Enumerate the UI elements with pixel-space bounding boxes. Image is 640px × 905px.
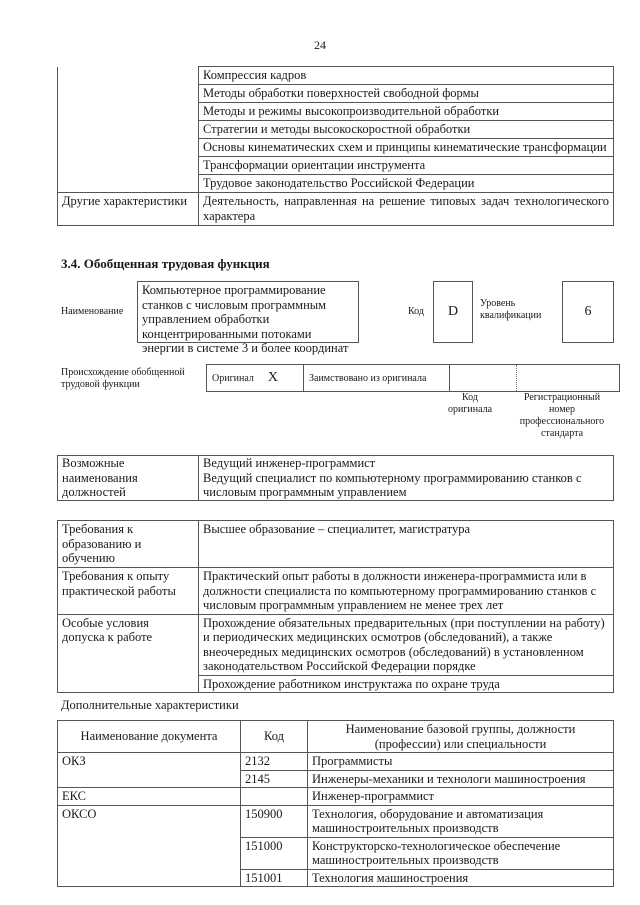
other-characteristics-value: Деятельность, направленная на решение типовых задач технологического характера <box>199 193 614 226</box>
name-value-box: Компьютерное программирование станков с числовым программным управлением обработки концентрированными потоками энергии в системе 3 и более координат <box>137 281 359 343</box>
column-header-name: Наименование базовой группы, должности (профессии) или специальности <box>308 721 614 753</box>
code-cell: 150900 <box>241 805 308 837</box>
education-value: Высшее образование – специалитет, магистратура <box>199 521 614 568</box>
code-cell: 151000 <box>241 837 308 869</box>
special-conditions-value: Прохождение обязательных предварительных (при поступлении на работу) и периодических медицинских осмотров (обследований), а также внеочередных медицинских осмотров (обследований) в установленном законодательством Российской Федерации порядке <box>199 614 614 675</box>
qualification-level-label: Уровень квалификации <box>480 298 542 321</box>
knowledge-item: Компрессия кадров <box>199 67 614 85</box>
origin-label: Происхождение обобщенной трудовой функции <box>61 367 185 390</box>
table-row <box>58 614 614 675</box>
reg-number-caption: Регистрационный номер профессионального стандарта <box>519 392 605 439</box>
other-characteristics-label: Другие характеристики <box>58 193 199 226</box>
positions-label: Возможные наименования должностей <box>58 456 199 501</box>
name-label: Наименование <box>61 306 124 317</box>
original-mark: X <box>267 370 279 385</box>
borrowed-label: Заимствовано из оригинала <box>309 372 427 384</box>
origin-row <box>206 364 620 392</box>
code-caption: Код оригинала <box>447 392 493 415</box>
positions-table <box>57 455 614 501</box>
code-cell <box>241 788 308 806</box>
special-conditions-label: Особые условия допуска к работе <box>58 614 199 693</box>
table-row <box>58 67 614 85</box>
knowledge-item: Методы обработки поверхностей свободной формы <box>199 85 614 103</box>
table-row <box>58 788 614 806</box>
table-row <box>58 193 614 226</box>
name-cell: Программисты <box>308 753 614 771</box>
section-title: 3.4. Обобщенная трудовая функция <box>61 256 270 271</box>
requirements-table <box>57 520 614 693</box>
additional-characteristics-table <box>57 720 614 887</box>
knowledge-item: Основы кинематических схем и принципы кинематические трансформации <box>199 139 614 157</box>
original-label: Оригинал <box>212 372 254 384</box>
positions-values <box>199 456 614 501</box>
document-cell: ОКЗ <box>58 753 241 788</box>
name-cell: Конструкторско-технологическое обеспечение машиностроительных производств <box>308 837 614 869</box>
name-cell: Инженеры-механики и технологи машиностроения <box>308 770 614 788</box>
name-cell: Инженер-программист <box>308 788 614 806</box>
qualification-level-box: 6 <box>562 281 614 343</box>
origin-code-cell <box>450 365 517 391</box>
experience-label: Требования к опыту практической работы <box>58 568 199 615</box>
special-conditions-value: Прохождение работником инструктажа по охране труда <box>199 675 614 693</box>
table-row <box>58 805 614 837</box>
code-cell: 151001 <box>241 869 308 887</box>
origin-original-cell <box>207 365 304 391</box>
table-header-row <box>58 721 614 753</box>
origin-borrowed-cell <box>304 365 450 391</box>
code-cell: 2145 <box>241 770 308 788</box>
origin-reg-cell <box>517 365 619 391</box>
empty-label-cell <box>58 67 199 193</box>
knowledge-item: Стратегии и методы высокоскоростной обработки <box>199 121 614 139</box>
position-item: Ведущий специалист по компьютерному программированию станков с числовым программным управлением <box>203 470 582 499</box>
name-cell: Технология, оборудование и автоматизация машиностроительных производств <box>308 805 614 837</box>
name-cell: Технология машиностроения <box>308 869 614 887</box>
column-header-document: Наименование документа <box>58 721 241 753</box>
code-cell: 2132 <box>241 753 308 771</box>
document-cell: ЕКС <box>58 788 241 806</box>
knowledge-item: Трудовое законодательство Российской Федерации <box>199 175 614 193</box>
table-row <box>58 568 614 615</box>
document-cell: ОКСО <box>58 805 241 887</box>
table-row <box>58 521 614 568</box>
position-item: Ведущий инженер-программист <box>203 456 376 470</box>
knowledge-table <box>57 66 614 226</box>
education-label: Требования к образованию и обучению <box>58 521 199 568</box>
page-number: 24 <box>314 38 326 52</box>
additional-characteristics-title: Дополнительные характеристики <box>61 698 239 712</box>
table-row <box>58 456 614 501</box>
experience-value: Практический опыт работы в должности инженера-программиста или в должности специалиста по компьютерному программированию станков с числовым программным управлением не менее трех лет <box>199 568 614 615</box>
knowledge-item: Методы и режимы высокопроизводительной обработки <box>199 103 614 121</box>
code-value-box: D <box>433 281 473 343</box>
knowledge-item: Трансформации ориентации инструмента <box>199 157 614 175</box>
code-label: Код <box>408 306 424 317</box>
column-header-code: Код <box>241 721 308 753</box>
table-row <box>58 753 614 771</box>
